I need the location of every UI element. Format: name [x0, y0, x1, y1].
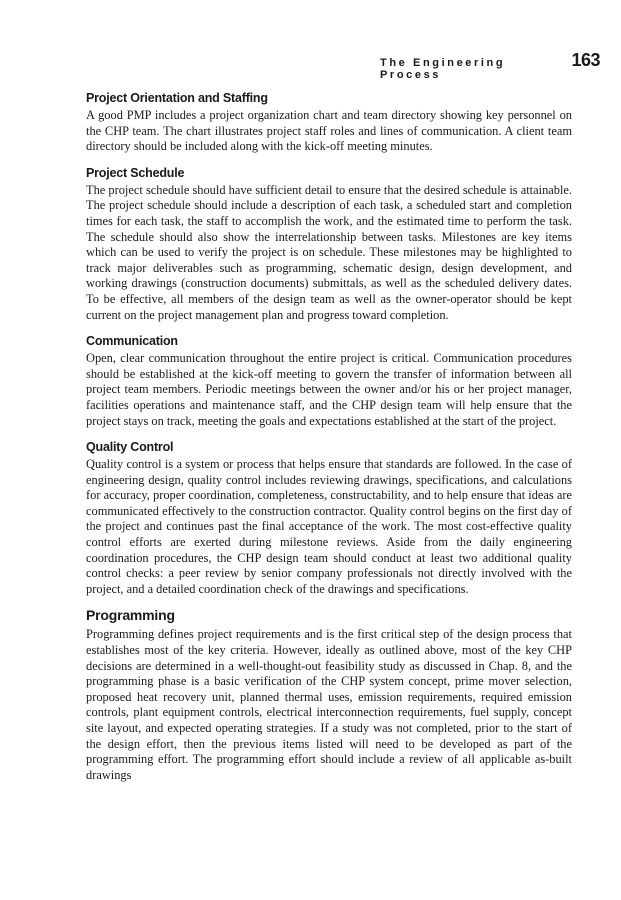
section-heading: Project Schedule: [86, 165, 185, 180]
section-paragraph: Programming defines project requirements and is the first critical step of the design process that establishes most of the key criteria. However, ideally as outlined above, most of the key CHP decisions are determined in a well-thought-out feasibility study as discussed in Chap. 8, and the programming phase is a basic verification of the CHP system concept, prime mover selection, proposed heat recovery unit, planned thermal uses, emission requirements, required emission controls, plant equipment controls, electrical interconnection requirements, fuel supply, concept site layout, and expected operating strategies. If a study was not completed, prior to the start of the design effort, then the previous items listed will need to be developed as part of the programming effort. The programming effort should include a review of all applicable as-built drawings: [86, 627, 572, 782]
running-head: [380, 50, 600, 81]
running-title: The Engineering Process: [380, 57, 506, 81]
page-body: [86, 90, 572, 793]
page-number: 163: [571, 50, 600, 70]
section-project-schedule: [86, 165, 572, 323]
section-paragraph: The project schedule should have sufficient detail to ensure that the desired schedule is attainable. The project schedule should include a description of each task, a scheduled start and completion times for each task, the staff to accomplish the work, and the estimated time to perform the task. The schedule should also show the interrelationship between tasks. Milestones are key items which can be used to verify the project is on schedule. These milestones may be highlighted to track major deliverables such as programming, schematic design, design development, and working drawings (construction documents) submittals, as well as the scheduled delivery dates. To be effective, all members of the design team as well as the owner-operator should be kept current on the project management plan and progress toward completion.: [86, 182, 572, 322]
section-programming: [86, 607, 572, 783]
section-paragraph: Quality control is a system or process that helps ensure that standards are followed. In the case of engineering design, quality control includes reviewing drawings, specifications, and calculations for accuracy, proper coordination, completeness, constructability, and to help ensure that ideas are communicated effectively to the construction contractor. Quality control begins on the first day of the project and continues past the final acceptance of the work. The most cost-effective quality control efforts are exerted during milestone reviews. Aside from the daily engineering coordination procedures, the CHP design team should conduct at least two additional quality control checks: a peer review by senior company professionals not directly involved with the project, and a detailed coordination check of the drawings and specifications.: [86, 457, 572, 596]
section-heading: Programming: [86, 607, 175, 624]
section-heading: Project Orientation and Staffing: [86, 91, 268, 105]
section-paragraph: A good PMP includes a project organization chart and team directory showing key personnel on the CHP team. The chart illustrates project staff roles and lines of communication. A client team directory should be included along with the kick-off meeting minutes.: [86, 108, 572, 154]
section-quality-control: [86, 439, 572, 597]
section-project-orientation: [86, 90, 572, 155]
section-communication: [86, 333, 572, 429]
section-heading: Communication: [86, 334, 178, 349]
section-paragraph: Open, clear communication throughout the entire project is critical. Communication procedures should be established at the kick-off meeting to govern the transfer of information between all project team members. Periodic meetings between the owner and/or his or her project manager, facilities operations and maintenance staff, and the CHP design team will help ensure that the project stays on track, meeting the goals and expectations established at the start of the project.: [86, 351, 572, 428]
section-heading: Quality Control: [86, 440, 174, 455]
